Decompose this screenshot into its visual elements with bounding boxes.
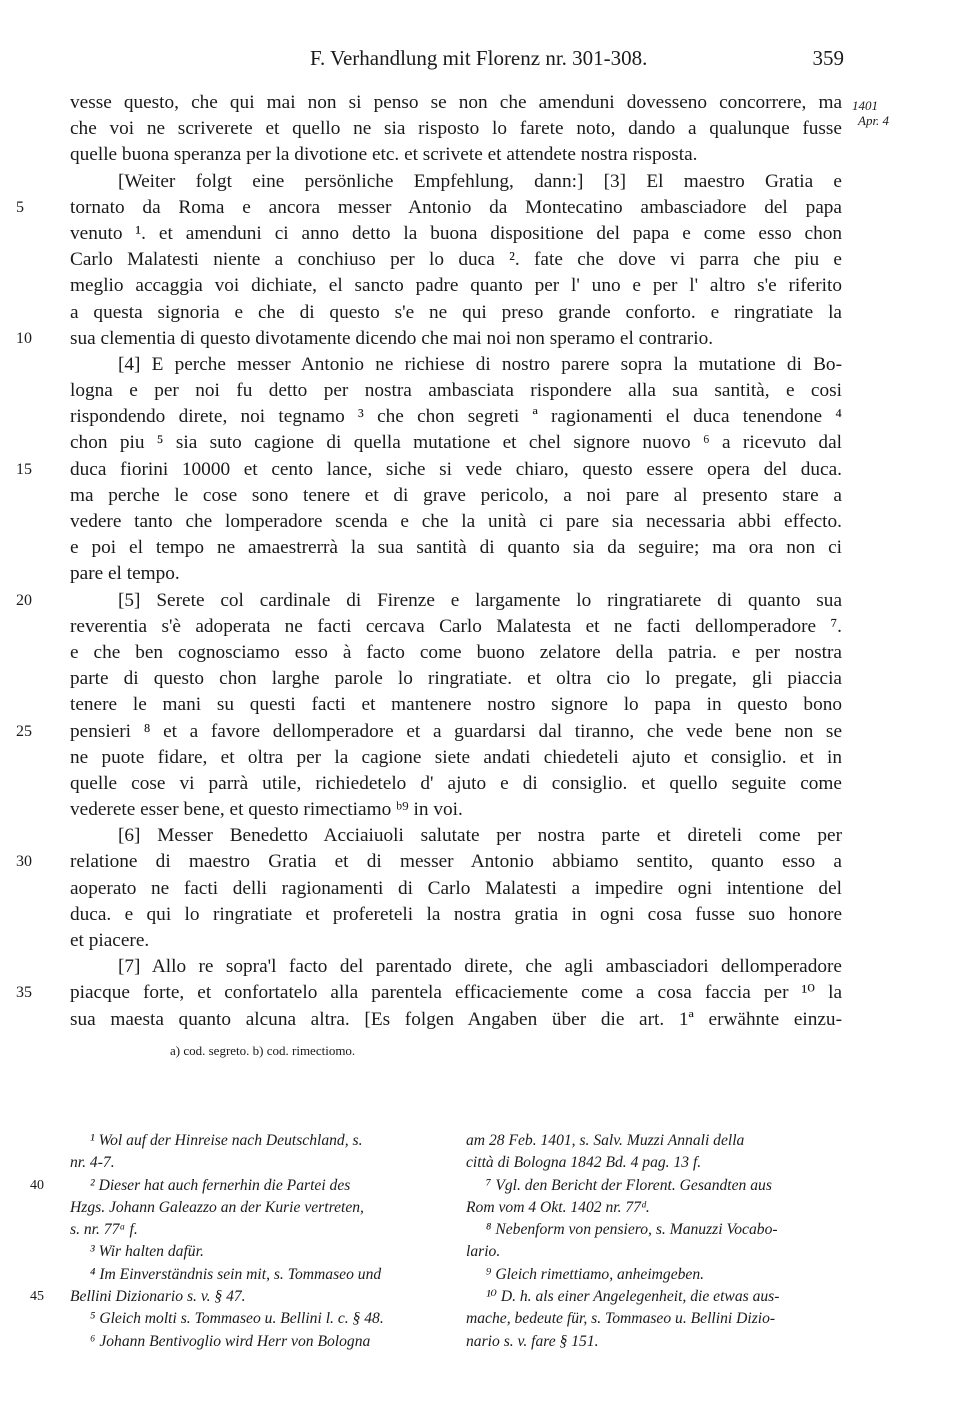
footnote-line xyxy=(70,1241,450,1263)
text-line xyxy=(70,509,842,535)
line-text: pensieri ⁸ et a favore dellomperadore et a guardarsi dal tiranno, che vede bene non se xyxy=(70,720,842,742)
footnote-text: Hzgs. Johann Galeazzo an der Kurie vertreten, xyxy=(70,1198,364,1216)
line-text: e che ben cognosciamo esso à facto come buono zelatore della patria. e per nostra xyxy=(70,641,842,663)
footnote-text: lario. xyxy=(466,1243,501,1261)
footnote-text: ¹ Wol auf der Hinreise nach Deutschland, s. xyxy=(90,1132,363,1149)
line-text: duca fiorini 10000 et cento lance, siche si vede chiaro, questo essere opera del duca. xyxy=(70,458,842,480)
text-line xyxy=(70,771,842,797)
text-line xyxy=(70,247,842,273)
footnote-text: mache, bedeute für, s. Tommaseo u. Bellini Dizio- xyxy=(466,1310,776,1328)
footnote-line xyxy=(70,1331,450,1353)
text-line xyxy=(16,719,842,745)
line-text: reverentia s'è adoperata ne facti cercava Carlo Malatesta et ne facti dellomperadore ⁷. xyxy=(70,615,842,637)
footnote-line xyxy=(30,1286,450,1308)
line-text: et piacere. xyxy=(70,930,150,951)
line-number: 10 xyxy=(16,329,32,347)
text-line xyxy=(16,457,842,483)
footnote-text: ⁶ Johann Bentivoglio wird Herr von Bologna xyxy=(90,1332,371,1350)
footnotes-right-column xyxy=(466,1130,846,1353)
line-text: [6] Messer Benedetto Acciaiuoli salutate per nostra parte et direteli come per xyxy=(118,825,842,847)
text-line xyxy=(16,588,842,614)
text-line xyxy=(70,90,842,116)
line-text: meglio accaggia voi dichiate, el sancto padre quanto per l' uno e per l' altro s'e riferito xyxy=(70,275,842,297)
line-text: tenere le mani su questi facti et mantenere nostro signore lo papa in questo bono xyxy=(70,694,842,716)
line-text: e poi el tempo ne amaestrerrà la sua santità di quanto sia da seguire; ma ora non ci xyxy=(70,537,842,559)
line-text: ne puote fidare, et oltra per la cagione siete andati chiedeteli ajuto et consiglio. et in xyxy=(70,746,842,768)
line-text: [7] Allo re sopra'l facto del parentado direte, che agli ambasciadori dellomperadore xyxy=(118,956,842,978)
line-number: 30 xyxy=(16,853,32,871)
footnote-text: ² Dieser hat auch fernerhin die Partei des xyxy=(90,1176,351,1194)
text-line xyxy=(70,640,842,666)
text-line xyxy=(70,221,842,247)
footnote-text: ⁵ Gleich molti s. Tommaseo u. Bellini l. c. § 48. xyxy=(90,1310,384,1328)
text-line xyxy=(70,823,842,849)
footnote-line xyxy=(466,1130,846,1152)
running-title: F. Verhandlung mit Florenz nr. 301-308. xyxy=(310,46,648,70)
text-line xyxy=(70,430,842,456)
footnote-line xyxy=(70,1152,450,1174)
line-text: piacque forte, et confortatelo alla parentela efficaciemente come a cosa faccia per ¹⁰ la xyxy=(70,982,842,1004)
line-number: 45 xyxy=(30,1289,44,1305)
text-line xyxy=(70,561,842,587)
footnote-text: nr. 4-7. xyxy=(70,1154,115,1172)
line-text: sua clementia di questo divotamente dicendo che mai noi non speramo el contrario. xyxy=(70,327,714,349)
text-line xyxy=(70,535,842,561)
line-text: ma perche le cose sono tenere et di grave pericolo, a noi pare al presento stare a xyxy=(70,484,842,506)
text-line xyxy=(16,980,842,1006)
line-number: 20 xyxy=(16,591,32,609)
line-text: quelle cose vi parrà utile, richiedetelo d' ajuto e di consiglio. et quello seguite come xyxy=(70,772,842,794)
line-text: vederete esser bene, et questo rimectiamo ᵇ⁹ in voi. xyxy=(70,799,463,821)
text-line xyxy=(70,928,842,954)
line-text: aoperato ne facti delli ragionamenti di Carlo Malatesti a impedire ogni intentione del xyxy=(70,877,842,899)
line-number: 5 xyxy=(16,198,24,216)
running-header xyxy=(0,46,960,76)
critical-apparatus: a) cod. segreto. b) cod. rimectiomo. xyxy=(170,1043,356,1058)
footnote-line xyxy=(466,1152,846,1174)
line-text: che voi ne scriverete et quello ne sia risposto lo farete noto, dando a qualunque fusse xyxy=(70,118,842,140)
text-line xyxy=(70,404,842,430)
line-text: venuto ¹. et amenduni ci anno detto la buona dispositione del papa e come esso chon xyxy=(70,222,842,244)
footnote-line xyxy=(466,1264,846,1286)
text-line xyxy=(70,666,842,692)
text-line xyxy=(70,273,842,299)
footnote-text: s. nr. 77ᵃ f. xyxy=(70,1221,138,1239)
footnote-text: ⁷ Vgl. den Bericht der Florent. Gesandten aus xyxy=(486,1176,772,1194)
footnote-text: ³ Wir halten dafür. xyxy=(90,1243,204,1261)
line-text: a questa signoria e che di questo s'e ne qui preso grande conforto. e ringratiate la xyxy=(70,301,842,323)
text-line xyxy=(70,797,842,823)
line-number: 15 xyxy=(16,460,32,478)
footnote-text: Bellini Dizionario s. v. § 47. xyxy=(70,1288,246,1306)
text-line xyxy=(70,1007,842,1033)
line-text: parte di questo chon larghe parole lo ringratiate. et oltra cio lo pregate, gli piaccia xyxy=(70,668,842,690)
margin-day: Apr. 4 xyxy=(858,113,890,128)
footnote-line xyxy=(70,1264,450,1286)
footnote-line xyxy=(466,1241,846,1263)
page-number: 359 xyxy=(812,46,844,70)
line-text: pare el tempo. xyxy=(70,563,180,585)
footnote-line xyxy=(466,1175,846,1197)
footnote-line xyxy=(466,1308,846,1330)
footnote-text: ¹⁰ D. h. als einer Angelegenheit, die etwas aus- xyxy=(486,1288,780,1306)
text-line xyxy=(16,849,842,875)
text-line xyxy=(70,169,842,195)
footnote-line xyxy=(466,1286,846,1308)
footnote-line xyxy=(70,1130,450,1152)
footnote-line xyxy=(70,1308,450,1330)
line-number: 40 xyxy=(30,1177,44,1193)
footnote-text: am 28 Feb. 1401, s. Salv. Muzzi Annali della xyxy=(466,1132,745,1149)
footnotes-left-column xyxy=(30,1130,450,1353)
text-line xyxy=(70,954,842,980)
footnote-text: Rom vom 4 Okt. 1402 nr. 77ᵈ. xyxy=(466,1198,650,1216)
text-line xyxy=(70,116,842,142)
footnote-text: città di Bologna 1842 Bd. 4 pag. 13 f. xyxy=(466,1154,702,1172)
text-line xyxy=(16,195,842,221)
line-text: [Weiter folgt eine persönliche Empfehlung, dann:] [3] El maestro Gratia e xyxy=(118,170,842,192)
line-text: logna e per noi fu detto per nostra ambasciata rispondere alla sua santità, e cosi xyxy=(70,380,842,402)
line-text: quelle buona speranza per la divotione etc. et scrivete et attendete nostra risposta. xyxy=(70,144,698,166)
line-text: vedere tanto che lomperadore scenda e che la unità ci pare sia necessaria abbi effecto. xyxy=(70,511,842,532)
text-line xyxy=(70,142,842,168)
text-line xyxy=(70,902,842,928)
line-text: chon piu ⁵ sia suto cagione di quella mutatione et chel signore nuovo ⁶ a ricevuto dal xyxy=(70,432,842,454)
line-text: tornato da Roma e ancora messer Antonio da Montecatino ambasciadore del papa xyxy=(70,196,842,218)
footnote-line xyxy=(466,1331,846,1353)
footnote-text: ⁴ Im Einverständnis sein mit, s. Tommaseo und xyxy=(90,1265,382,1283)
line-text: duca. e qui lo ringratiate et profereteli la nostra gratia in ogni cosa fusse suo honore xyxy=(70,903,842,925)
footnote-line xyxy=(70,1197,450,1219)
text-line xyxy=(70,614,842,640)
line-text: relatione di maestro Gratia et di messer Antonio abbiamo sentito, quanto esso a xyxy=(70,851,842,873)
line-text: [4] E perche messer Antonio ne richiese di nostro parere sopra la mutatione di Bo- xyxy=(118,353,842,375)
footnote-text: nario s. v. fare § 151. xyxy=(466,1332,599,1350)
footnote-text: ⁹ Gleich rimettiamo, anheimgeben. xyxy=(486,1265,705,1283)
text-line xyxy=(70,300,842,326)
margin-date xyxy=(852,98,912,128)
line-text: rispondendo direte, noi tegnamo ³ che chon segreti ª ragionamenti el duca tenendone ⁴ xyxy=(70,406,842,428)
footnote-line xyxy=(30,1175,450,1197)
text-line xyxy=(70,745,842,771)
line-number: 35 xyxy=(16,984,32,1002)
text-line xyxy=(70,352,842,378)
margin-year: 1401 xyxy=(852,98,878,113)
line-text: Carlo Malatesti niente a conchiuso per lo duca ². fate che dove vi parra che piu e xyxy=(70,249,842,271)
line-text: vesse questo, che qui mai non si penso se non che amenduni dovesseno concorrere, ma xyxy=(70,92,842,113)
text-line xyxy=(16,326,842,352)
text-line xyxy=(70,483,842,509)
footnote-line xyxy=(466,1219,846,1241)
line-number: 25 xyxy=(16,722,32,740)
footnote-line xyxy=(466,1197,846,1219)
main-text xyxy=(16,90,842,1033)
text-line xyxy=(70,876,842,902)
text-line xyxy=(70,692,842,718)
footnote-text: ⁸ Nebenform von pensiero, s. Manuzzi Vocabo- xyxy=(486,1221,778,1239)
line-text: sua maesta quanto alcuna altra. [Es folgen Angaben über die art. 1ª erwähnte einzu- xyxy=(70,1008,842,1030)
line-text: [5] Serete col cardinale di Firenze e largamente lo ringratiarete di quanto sua xyxy=(118,589,842,611)
text-line xyxy=(70,378,842,404)
footnote-line xyxy=(70,1219,450,1241)
